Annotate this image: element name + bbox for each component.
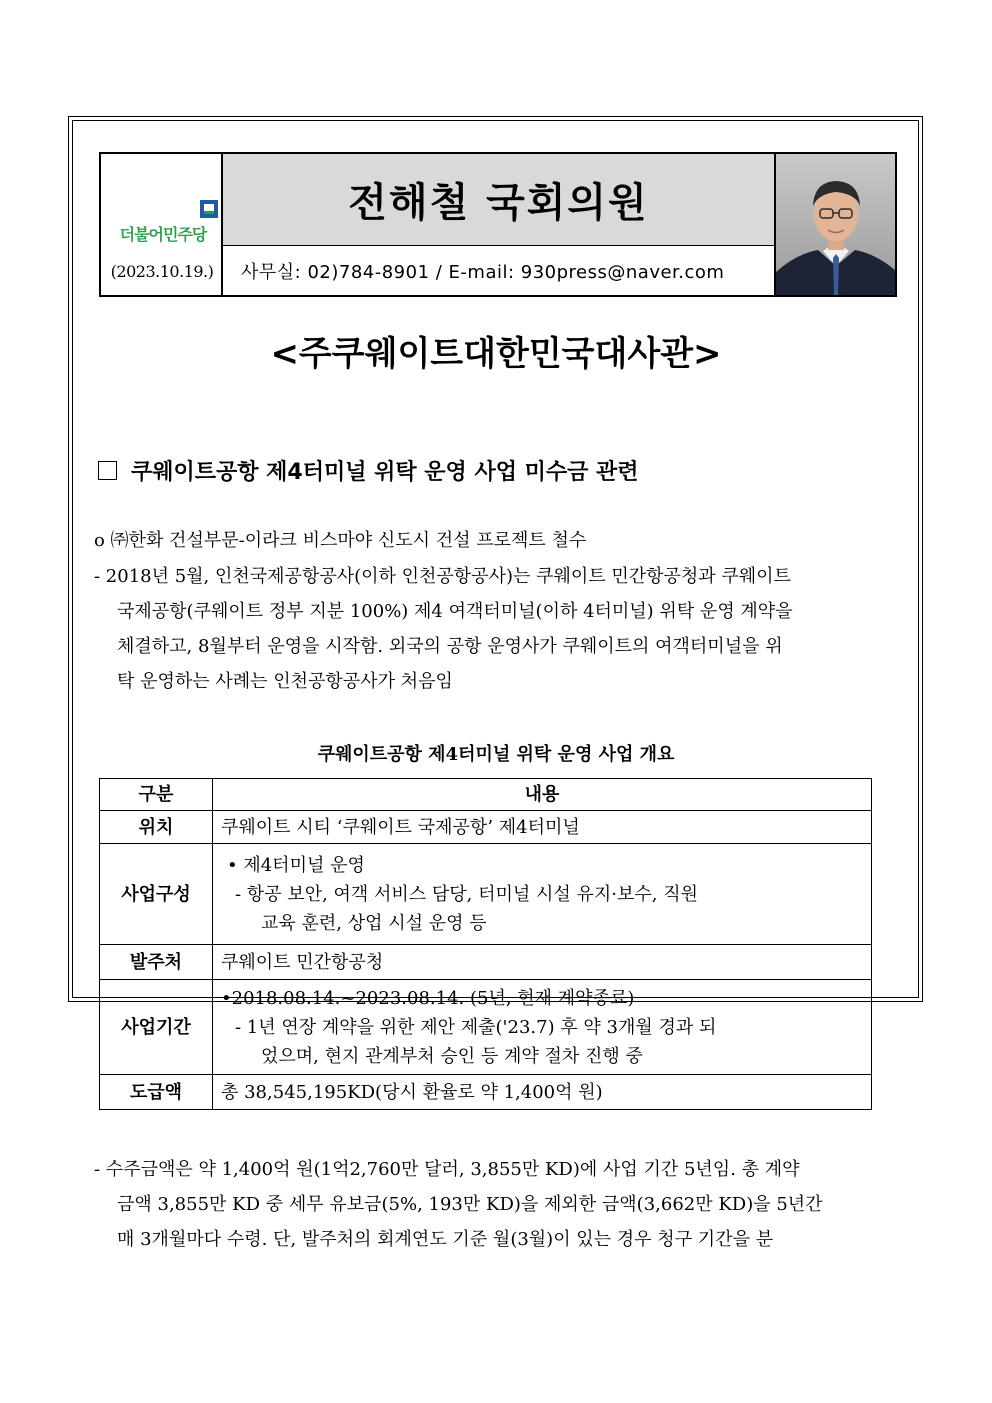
section-heading [98, 455, 639, 486]
value-line: 었으며, 현지 관계부처 승인 등 계약 절차 진행 중 [261, 1045, 643, 1067]
table-row [100, 844, 872, 945]
table-row [100, 945, 872, 980]
lawmaker-title: 전해철 국회의원 [348, 180, 649, 226]
value-line: 교육 훈련, 상업 시설 운영 등 [261, 912, 487, 934]
party-logo-icon [199, 199, 219, 219]
intro-line-1: - 2018년 5월, 인천국제공항공사(이하 인천공항공사)는 쿠웨이트 민간항공청과 쿠웨이트 [94, 566, 791, 587]
row-value: 쿠웨이트 시티 ‘쿠웨이트 국제공항’ 제4터미널 [213, 811, 872, 844]
value-line: • 제4터미널 운영 [227, 854, 365, 876]
release-date: (2023.10.19.) [110, 262, 214, 281]
row-key: 사업구성 [100, 844, 213, 945]
title-cell [223, 154, 774, 246]
value-line: - 항공 보안, 여객 서비스 담당, 터미널 시설 유지·보수, 직원 [235, 883, 698, 905]
row-key: 발주처 [100, 945, 213, 980]
row-key: 도급액 [100, 1075, 213, 1110]
row-key: 위치 [100, 811, 213, 844]
intro-bullet: o ㈜한화 건설부문-이라크 비스마야 신도시 건설 프로젝트 철수 [94, 530, 587, 551]
press-header [99, 152, 897, 297]
contact-cell [223, 246, 774, 295]
row-value: 쿠웨이트 민간항공청 [213, 945, 872, 980]
row-value: 총 38,545,195KD(당시 환율로 약 1,400억 원) [213, 1075, 872, 1110]
party-name: 더불어민주당 [119, 225, 207, 244]
portrait-image [776, 154, 895, 295]
table-header-row [100, 779, 872, 811]
closing-line-2: 금액 3,855만 KD 중 세무 유보금(5%, 193만 KD)을 제외한 금액(3,662만 KD)을 5년간 [117, 1194, 823, 1215]
table-caption: 쿠웨이트공항 제4터미널 위탁 운영 사업 개요 [317, 744, 675, 765]
organization-title: <주쿠웨이트대한민국대사관> [270, 334, 722, 374]
section-title-text: 쿠웨이트공항 제4터미널 위탁 운영 사업 미수금 관련 [131, 460, 639, 485]
intro-line-3: 체결하고, 8월부터 운영을 시작함. 외국의 공항 운영사가 쿠웨이트의 여객터미널을 위 [117, 636, 783, 657]
overview-table [99, 778, 872, 1110]
intro-line-4: 탁 운영하는 사례는 인천공항공사가 처음임 [117, 671, 453, 692]
party-logo-cell [101, 154, 223, 295]
row-value [213, 844, 872, 945]
intro-line-2: 국제공항(쿠웨이트 정부 지분 100%) 제4 여객터미널(이하 4터미널) 위탁 운영 계약을 [117, 601, 793, 622]
value-line: •2018.08.14.~2023.08.14. (5년, 현재 계약종료) [221, 987, 635, 1009]
contact-info: 사무실: 02)784-8901 / E-mail: 930press@naver.com [241, 261, 725, 283]
table-row [100, 1075, 872, 1110]
portrait-photo [774, 154, 895, 295]
row-key: 사업기간 [100, 980, 213, 1075]
header-value: 내용 [213, 779, 872, 811]
closing-line-1: - 수주금액은 약 1,400억 원(1억2,760만 달러, 3,855만 KD)에 사업 기간 5년임. 총 계약 [94, 1159, 800, 1180]
table-row [100, 811, 872, 844]
checkbox-square-icon [98, 461, 117, 480]
row-value [213, 980, 872, 1075]
value-line: - 1년 연장 계약을 위한 제안 제출('23.7) 후 약 3개월 경과 되 [235, 1016, 717, 1038]
closing-line-3: 매 3개월마다 수령. 단, 발주처의 회계연도 기준 월(3월)이 있는 경우 청구 기간을 분 [117, 1229, 774, 1250]
header-key: 구분 [100, 779, 213, 811]
table-row [100, 980, 872, 1075]
